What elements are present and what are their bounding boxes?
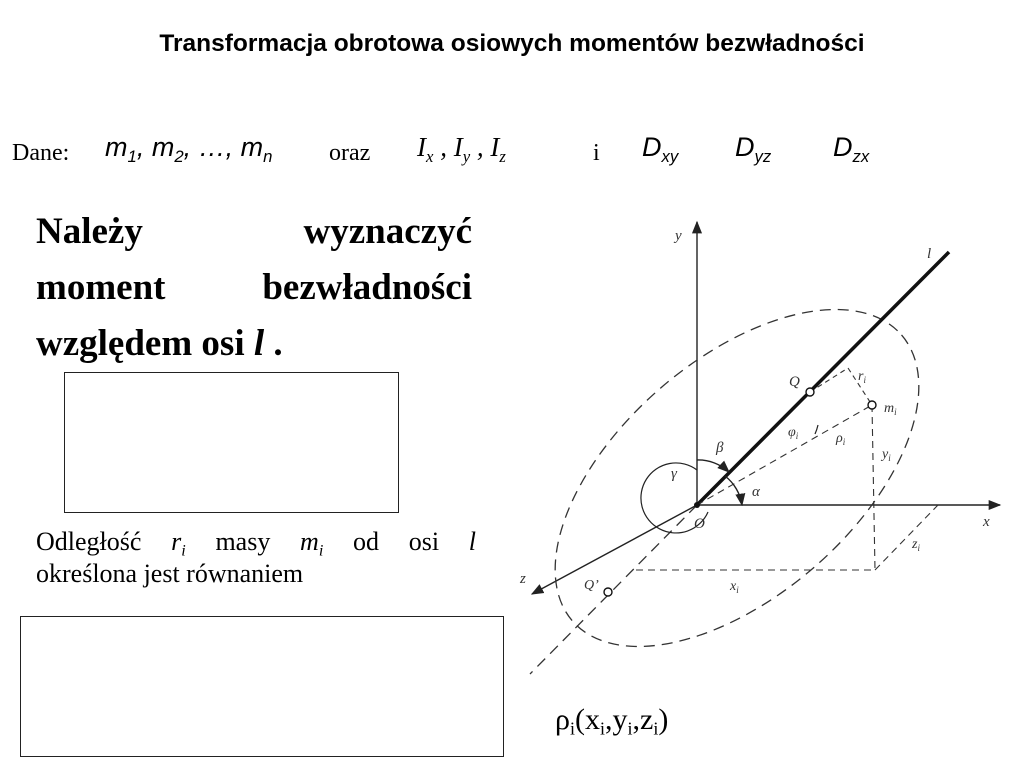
- label-Q: Q: [789, 374, 800, 390]
- distance-description: Odległość $r_i$ masy $m_i$ od osi l określona jest równaniem: [36, 527, 476, 588]
- point-Q-prime: [604, 588, 612, 596]
- axial-moments-list: $I_x$ , $I_y$ , $I_z$: [417, 132, 506, 166]
- slide-title: Transformacja obrotowa osiowych momentów bezwładności: [159, 30, 865, 57]
- axis-rotation-diagram: [500, 200, 1010, 700]
- label-l: l: [927, 246, 932, 262]
- formula-box-distance: [20, 616, 504, 757]
- task-statement: Należy wyznaczyć moment bezwładności względem osi l .: [36, 211, 472, 364]
- label-y: y: [675, 228, 682, 244]
- masses-list: $m_1$, $m_2$, …, $m_n$: [105, 132, 273, 166]
- given-data-line: [0, 132, 1024, 182]
- product-dzx: $D_{zx}$: [833, 132, 870, 166]
- point-m-i: [868, 401, 876, 409]
- label-alpha: α: [752, 484, 760, 500]
- rotation-ellipse: [500, 246, 979, 700]
- conjunction-i: i: [593, 140, 600, 166]
- label-z-i: $z_i$: [912, 537, 920, 553]
- given-label: Dane:: [12, 140, 70, 166]
- formula-box-moment: [64, 372, 399, 513]
- line-l-extension: [530, 505, 697, 674]
- label-phi-i: $\varphi_i$: [788, 425, 799, 441]
- oraz-word: oraz: [329, 140, 371, 166]
- line-l: [697, 252, 949, 505]
- label-x-i: $x_i$: [730, 579, 739, 595]
- label-r-i: $r_i$: [858, 369, 866, 385]
- rho-coordinates: $\rho_i(x_i,y_i,z_i)$: [555, 703, 669, 739]
- label-y-i: $y_i$: [882, 447, 891, 463]
- label-O: O: [694, 516, 705, 532]
- label-Q-prime: Q’: [584, 578, 599, 593]
- product-dxy: $D_{xy}$: [642, 132, 679, 166]
- label-gamma: γ: [671, 466, 677, 482]
- point-Q: [806, 388, 814, 396]
- label-m-i: $m_i$: [884, 401, 897, 417]
- label-z: z: [520, 571, 526, 587]
- label-rho-i: $\rho_i$: [836, 431, 846, 447]
- label-beta: β: [716, 440, 724, 456]
- label-x: x: [983, 514, 990, 530]
- product-dyz: $D_{yz}$: [735, 132, 772, 166]
- origin-point: [694, 502, 700, 508]
